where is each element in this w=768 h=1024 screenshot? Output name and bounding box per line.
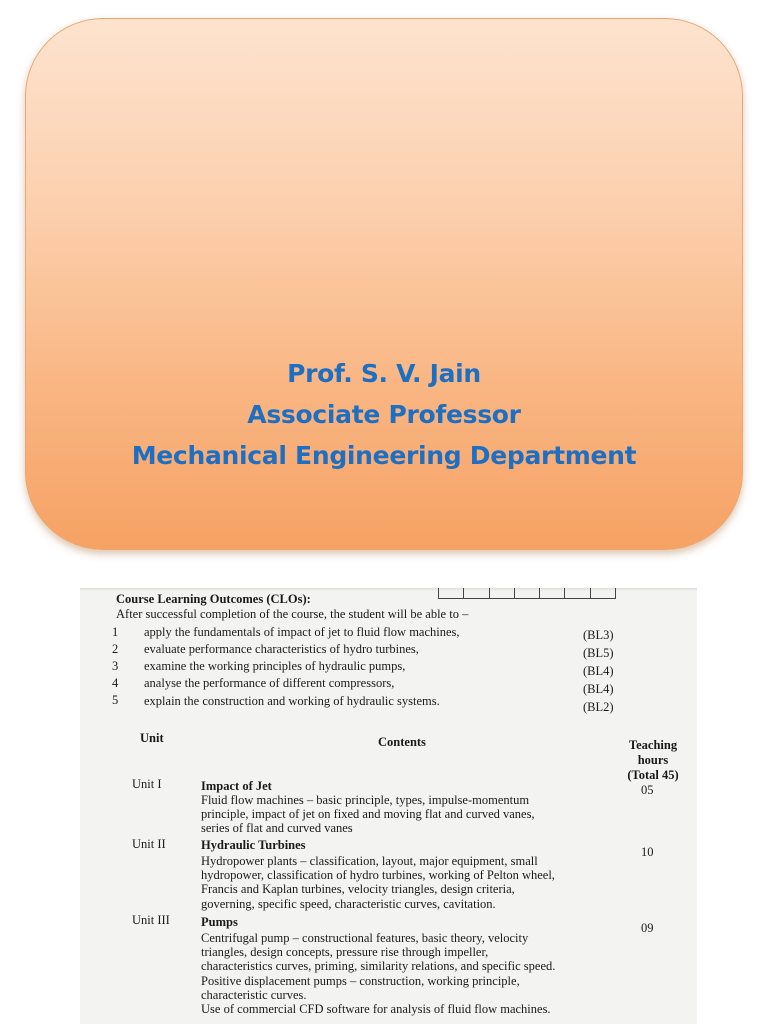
description-line: characteristics curves, priming, similarity relations, and specific speed. xyxy=(201,959,556,974)
description-line: Hydropower plants – classification, layout, major equipment, small xyxy=(201,854,538,868)
clo-intro: After successful completion of the course, the student will be able to – xyxy=(116,607,469,621)
header-box-row xyxy=(438,588,616,599)
description-line: Centrifugal pump – constructional features, basic theory, velocity xyxy=(201,931,529,945)
clo-number: 2 xyxy=(112,642,119,656)
clo-number: 4 xyxy=(112,676,119,690)
unit-column-header: Unit xyxy=(140,731,164,745)
author-block xyxy=(26,353,742,476)
hours-column-header-line2: hours xyxy=(637,753,669,767)
description-line: series of flat and curved vanes xyxy=(201,821,353,836)
clo-level: (BL2) xyxy=(583,700,614,714)
syllabus-scan xyxy=(80,588,697,1024)
clo-number: 3 xyxy=(112,659,119,673)
hours-column-header-line1: Teaching xyxy=(628,738,678,752)
author-name: Prof. S. V. Jain xyxy=(287,359,481,388)
unit-description xyxy=(201,793,610,836)
author-designation: Associate Professor xyxy=(247,400,521,429)
unit-title: Hydraulic Turbines xyxy=(201,838,306,852)
unit-hours: 05 xyxy=(641,783,654,797)
unit-title: Impact of Jet xyxy=(201,779,272,793)
clo-text: analyse the performance of different compressors, xyxy=(144,676,395,690)
description-line: governing, specific speed, characteristic curves, cavitation. xyxy=(201,896,496,911)
description-line: hydropower, classification of hydro turbines, working of Pelton wheel, xyxy=(201,868,555,883)
description-line: Positive displacement pumps – construction, working principle, xyxy=(201,973,520,988)
description-line: principle, impact of jet on fixed and moving flat and curved vanes, xyxy=(201,807,535,822)
description-line: Use of commercial CFD software for analysis of fluid flow machines. xyxy=(201,1002,551,1017)
clo-level: (BL5) xyxy=(583,646,614,660)
unit-title: Pumps xyxy=(201,915,238,929)
title-card xyxy=(25,18,743,550)
clo-level: (BL4) xyxy=(583,664,614,678)
description-line: triangles, design concepts, pressure rise through impeller, xyxy=(201,945,489,960)
description-line: Francis and Kaplan turbines, velocity triangles, design criteria, xyxy=(201,882,515,897)
hours-column-header-line3: (Total 45) xyxy=(627,768,679,782)
unit-description xyxy=(201,854,610,911)
unit-description xyxy=(201,931,610,1016)
unit-hours: 10 xyxy=(641,845,654,859)
contents-column-header: Contents xyxy=(378,735,426,749)
unit-label: Unit III xyxy=(132,913,170,927)
clo-text: explain the construction and working of hydraulic systems. xyxy=(144,694,440,708)
clo-text: examine the working principles of hydraulic pumps, xyxy=(144,659,406,673)
description-line: characteristic curves. xyxy=(201,987,307,1002)
unit-label: Unit I xyxy=(132,777,162,791)
unit-hours: 09 xyxy=(641,921,654,935)
clo-level: (BL4) xyxy=(583,682,614,696)
author-department: Mechanical Engineering Department xyxy=(131,441,637,470)
unit-label: Unit II xyxy=(132,837,166,851)
clo-text: evaluate performance characteristics of hydro turbines, xyxy=(144,642,419,656)
clo-level: (BL3) xyxy=(583,628,614,642)
clo-number: 5 xyxy=(112,693,119,707)
description-line: Fluid flow machines – basic principle, types, impulse-momentum xyxy=(201,793,530,807)
clo-number: 1 xyxy=(112,625,119,639)
clo-text: apply the fundamentals of impact of jet to fluid flow machines, xyxy=(144,625,460,639)
clo-heading: Course Learning Outcomes (CLOs): xyxy=(116,592,311,606)
